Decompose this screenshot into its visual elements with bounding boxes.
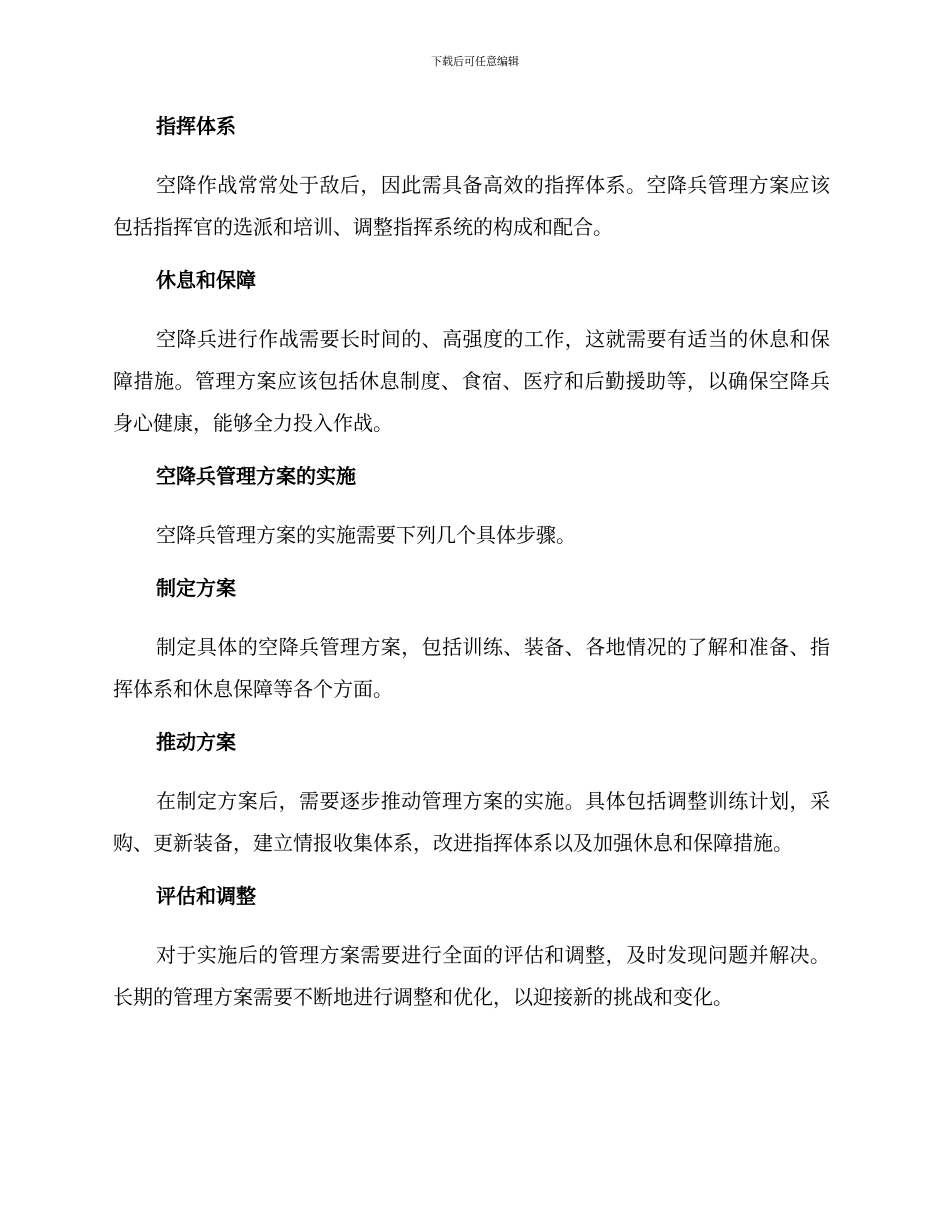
section-body-command-system: 空降作战常常处于敌后，因此需具备高效的指挥体系。空降兵管理方案应该包括指挥官的选派和培训、调整指挥系统的构成和配合。 — [113, 173, 830, 239]
page-header-note: 下载后可任意编辑 — [431, 55, 519, 68]
section-heading-evaluate-adjust: 评估和调整 — [156, 884, 256, 908]
section-heading-rest-support: 休息和保障 — [156, 268, 256, 292]
section-heading-promote-plan: 推动方案 — [156, 730, 236, 754]
section-heading-formulate-plan: 制定方案 — [156, 576, 236, 600]
section-body-implementation: 空降兵管理方案的实施需要下列几个具体步骤。 — [156, 523, 576, 547]
section-heading-implementation: 空降兵管理方案的实施 — [156, 464, 356, 488]
section-body-evaluate-adjust: 对于实施后的管理方案需要进行全面的评估和调整，及时发现问题并解决。长期的管理方案需要不断地进行调整和优化，以迎接新的挑战和变化。 — [113, 943, 830, 1009]
section-heading-command-system: 指挥体系 — [156, 114, 236, 138]
section-body-promote-plan: 在制定方案后，需要逐步推动管理方案的实施。具体包括调整训练计划，采购、更新装备，建立情报收集体系，改进指挥体系以及加强休息和保障措施。 — [113, 789, 830, 855]
section-body-formulate-plan: 制定具体的空降兵管理方案，包括训练、装备、各地情况的了解和准备、指挥体系和休息保障等各个方面。 — [113, 635, 830, 701]
section-body-rest-support: 空降兵进行作战需要长时间的、高强度的工作，这就需要有适当的休息和保障措施。管理方案应该包括休息制度、食宿、医疗和后勤援助等，以确保空降兵身心健康，能够全力投入作战。 — [113, 327, 830, 435]
document-body — [113, 110, 830, 1018]
